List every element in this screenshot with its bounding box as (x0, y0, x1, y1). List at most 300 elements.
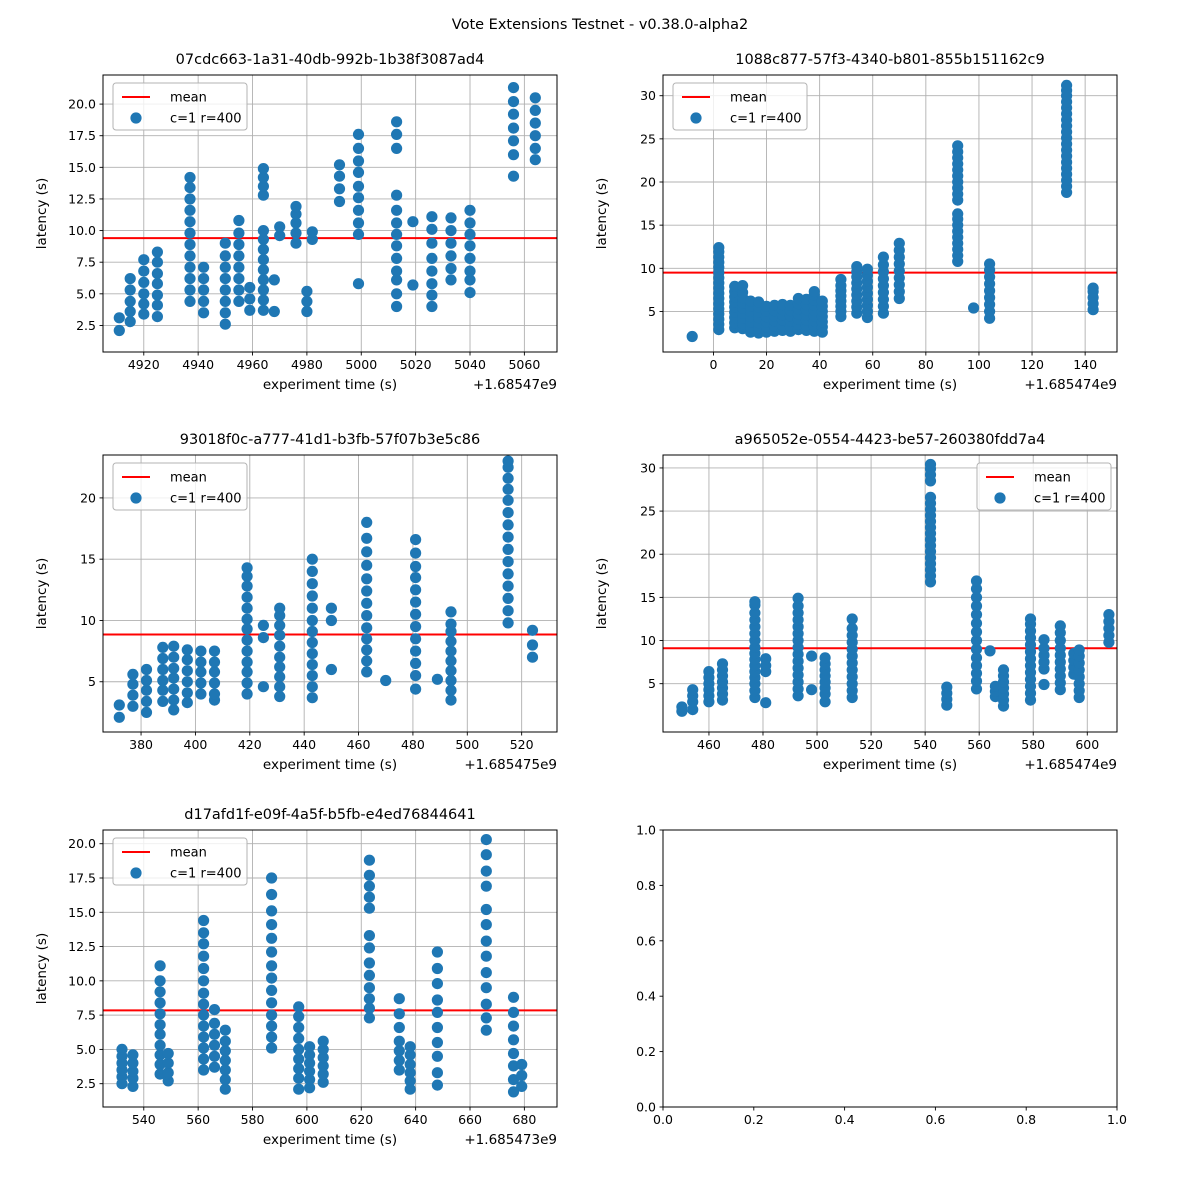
data-point (266, 985, 277, 996)
legend-mean-label: mean (1034, 470, 1071, 486)
data-point (405, 1041, 416, 1052)
x-tick-label: 560 (186, 1112, 211, 1127)
x-axis-offset-label: +1.685474e9 (1024, 377, 1117, 393)
data-point (233, 250, 244, 261)
data-point (301, 306, 312, 317)
data-point (391, 253, 402, 264)
data-point (391, 116, 402, 127)
data-point (410, 534, 421, 545)
data-point (364, 942, 375, 953)
tick-marks (660, 830, 1118, 1111)
data-point (155, 997, 166, 1008)
data-point (364, 870, 375, 881)
legend-mean-label: mean (170, 470, 207, 486)
data-point (209, 1018, 220, 1029)
x-tick-label: 500 (805, 737, 829, 752)
data-point (125, 284, 136, 295)
data-point (503, 581, 514, 592)
data-point (361, 546, 372, 557)
data-point (394, 993, 405, 1004)
data-point (233, 284, 244, 295)
legend-mean-label: mean (170, 90, 207, 106)
x-axis-offset-label: +1.685473e9 (464, 1132, 557, 1148)
y-tick-label: 17.5 (68, 128, 96, 144)
data-point (266, 973, 277, 984)
x-tick-label: 380 (129, 737, 153, 752)
data-point (307, 626, 318, 637)
y-tick-label: 5.0 (76, 1041, 96, 1057)
data-point (503, 532, 514, 543)
x-tick-label: 460 (697, 737, 721, 752)
data-point (432, 1067, 443, 1078)
data-point (353, 205, 364, 216)
x-tick-label: 500 (455, 737, 480, 752)
x-axis-label: experiment time (s) (822, 377, 958, 393)
data-point (508, 1048, 519, 1059)
data-point (266, 1010, 277, 1021)
data-point (220, 1064, 231, 1075)
data-point (405, 1059, 416, 1070)
data-point (445, 606, 456, 617)
data-point (426, 238, 437, 249)
legend-series-sample (690, 112, 701, 123)
data-point (163, 1067, 174, 1078)
data-point (155, 986, 166, 997)
data-point (198, 1053, 209, 1064)
data-point (258, 264, 269, 275)
x-tick-label: 80 (917, 357, 934, 372)
data-point (274, 603, 285, 614)
data-point (432, 1007, 443, 1018)
data-point (209, 646, 220, 657)
data-point (445, 263, 456, 274)
data-point (274, 681, 285, 692)
data-point (182, 697, 193, 708)
data-point (198, 927, 209, 938)
y-tick-label: 0.0 (636, 1099, 656, 1115)
x-tick-label: 660 (458, 1112, 482, 1127)
data-point (198, 262, 209, 273)
data-point (274, 221, 285, 232)
data-point (481, 951, 492, 962)
x-tick-label: 600 (294, 1112, 319, 1127)
legend (113, 463, 247, 510)
data-point (445, 274, 456, 285)
data-point (530, 130, 541, 141)
x-axis-label: experiment time (s) (822, 757, 958, 773)
data-point (198, 1021, 209, 1032)
data-point (168, 684, 179, 695)
data-point (361, 610, 372, 621)
data-point (481, 904, 492, 915)
data-point (220, 1036, 231, 1047)
data-point (184, 239, 195, 250)
data-point (364, 881, 375, 892)
data-point (152, 257, 163, 268)
data-point (334, 196, 345, 207)
data-point (481, 982, 492, 993)
y-axis-label: latency (s) (34, 557, 50, 630)
y-tick-label: 15 (80, 551, 96, 567)
data-point (266, 946, 277, 957)
data-point (125, 306, 136, 317)
plot-canvas (560, 40, 1200, 420)
data-point (182, 654, 193, 665)
data-point (198, 915, 209, 926)
data-point (851, 261, 862, 272)
data-point (157, 664, 168, 675)
x-tick-label: 4960 (236, 357, 269, 372)
data-point (209, 677, 220, 688)
data-point (307, 554, 318, 565)
plot-canvas (560, 420, 1200, 800)
data-point (198, 975, 209, 986)
plot-title: 93018f0c-a777-41d1-b3fb-57f07b3e5c86 (179, 432, 481, 448)
y-tick-label: 0.2 (636, 1044, 656, 1060)
data-point (760, 697, 771, 708)
x-tick-label: 0 (709, 357, 718, 372)
legend-series-sample (130, 867, 141, 878)
data-point (155, 975, 166, 986)
data-point (410, 646, 421, 657)
data-point (326, 664, 337, 675)
x-tick-label: 0.8 (1016, 1112, 1037, 1127)
data-point (432, 1051, 443, 1062)
data-point (242, 603, 253, 614)
x-tick-label: 460 (346, 737, 371, 752)
data-point (334, 171, 345, 182)
y-tick-label: 15.0 (68, 159, 96, 175)
data-point (364, 957, 375, 968)
data-point (198, 284, 209, 295)
data-point (445, 225, 456, 236)
data-point (198, 951, 209, 962)
data-point (361, 633, 372, 644)
data-point (198, 1064, 209, 1075)
x-tick-label: 680 (512, 1112, 537, 1127)
data-point (274, 630, 285, 641)
data-point (168, 695, 179, 706)
data-point (152, 247, 163, 258)
data-point (195, 677, 206, 688)
data-point (361, 517, 372, 528)
data-point (508, 1007, 519, 1018)
data-point (481, 936, 492, 947)
data-point (274, 691, 285, 702)
data-point (391, 240, 402, 251)
data-point (432, 978, 443, 989)
data-point (391, 217, 402, 228)
data-point (266, 872, 277, 883)
data-point (1038, 634, 1049, 645)
x-axis-label: experiment time (s) (262, 1132, 398, 1148)
data-point (481, 1012, 492, 1023)
data-point (998, 664, 1009, 675)
data-point (168, 641, 179, 652)
data-point (233, 296, 244, 307)
data-point (184, 262, 195, 273)
data-point (138, 309, 149, 320)
y-tick-label: 15 (640, 217, 656, 233)
data-point (353, 217, 364, 228)
data-point (925, 459, 936, 470)
data-point (163, 1048, 174, 1059)
data-point (127, 669, 138, 680)
data-point (432, 946, 443, 957)
data-point (394, 1045, 405, 1056)
data-point (266, 905, 277, 916)
y-axis-label: latency (s) (594, 557, 610, 630)
data-point (508, 1034, 519, 1045)
data-point (445, 646, 456, 657)
y-tick-label: 2.5 (76, 317, 96, 333)
data-point (847, 613, 858, 624)
data-point (835, 274, 846, 285)
legend-series-sample (130, 492, 141, 503)
figure-suptitle: Vote Extensions Testnet - v0.38.0-alpha2 (451, 17, 749, 33)
data-point (353, 129, 364, 140)
x-tick-label: 0.2 (743, 1112, 764, 1127)
data-point (952, 208, 963, 219)
data-point (152, 290, 163, 301)
x-tick-label: 480 (751, 737, 775, 752)
data-point (426, 278, 437, 289)
data-point (809, 286, 820, 297)
data-point (258, 163, 269, 174)
x-tick-label: 400 (183, 737, 208, 752)
data-point (713, 242, 724, 253)
data-point (445, 619, 456, 630)
data-point (307, 590, 318, 601)
x-tick-label: 5000 (345, 357, 378, 372)
data-point (426, 266, 437, 277)
data-point (445, 636, 456, 647)
data-point (364, 855, 375, 866)
data-point (242, 657, 253, 668)
data-point (220, 1045, 231, 1056)
subplot-93018f0c (0, 420, 640, 800)
plot-canvas (0, 795, 640, 1175)
data-point (410, 609, 421, 620)
data-point (114, 312, 125, 323)
data-point (307, 637, 318, 648)
data-point (941, 682, 952, 693)
data-point (364, 1012, 375, 1023)
data-point (508, 171, 519, 182)
data-point (464, 205, 475, 216)
data-point (209, 1004, 220, 1015)
data-point (290, 238, 301, 249)
data-point (141, 675, 152, 686)
data-point (152, 300, 163, 311)
y-tick-label: 7.5 (76, 1007, 96, 1023)
data-point (503, 617, 514, 628)
data-point (334, 183, 345, 194)
data-point (293, 1053, 304, 1064)
data-point (527, 639, 538, 650)
data-point (258, 305, 269, 316)
data-point (209, 688, 220, 699)
x-tick-label: 60 (864, 357, 881, 372)
data-point (817, 296, 828, 307)
data-point (307, 566, 318, 577)
data-point (274, 661, 285, 672)
legend (673, 83, 807, 130)
data-point (394, 1008, 405, 1019)
x-tick-label: 4940 (182, 357, 215, 372)
data-point (220, 1074, 231, 1085)
data-point (290, 201, 301, 212)
data-point (242, 635, 253, 646)
data-point (353, 278, 364, 289)
data-point (894, 238, 905, 249)
data-point (530, 143, 541, 154)
data-point (432, 674, 443, 685)
data-point (806, 651, 817, 662)
subplot-d17afd1f (0, 795, 640, 1175)
data-point (687, 684, 698, 695)
data-point (141, 707, 152, 718)
data-point (426, 290, 437, 301)
data-point (290, 228, 301, 239)
data-point (481, 881, 492, 892)
data-point (503, 456, 514, 467)
data-point (464, 240, 475, 251)
data-point (394, 1036, 405, 1047)
data-point (464, 287, 475, 298)
data-point (168, 673, 179, 684)
data-point (266, 889, 277, 900)
data-point (127, 690, 138, 701)
x-tick-label: 480 (400, 737, 425, 752)
data-point (127, 1049, 138, 1060)
data-point (749, 596, 760, 607)
data-point (391, 190, 402, 201)
data-point (198, 938, 209, 949)
x-axis-offset-label: +1.68547e9 (472, 377, 557, 393)
data-point (141, 696, 152, 707)
data-point (266, 1021, 277, 1032)
y-tick-label: 10 (640, 260, 656, 276)
data-point (127, 701, 138, 712)
data-point (432, 963, 443, 974)
data-point (464, 266, 475, 277)
data-point (984, 645, 995, 656)
data-point (793, 593, 804, 604)
data-point (445, 695, 456, 706)
data-point (242, 646, 253, 657)
data-point (380, 675, 391, 686)
y-tick-label: 30 (640, 460, 656, 476)
data-point (152, 278, 163, 289)
data-point (503, 519, 514, 530)
data-point (138, 266, 149, 277)
y-axis-label: latency (s) (34, 932, 50, 1005)
data-point (184, 228, 195, 239)
x-tick-label: 100 (967, 357, 991, 372)
data-point (258, 681, 269, 692)
y-axis-label: latency (s) (594, 177, 610, 250)
y-tick-label: 10.0 (68, 223, 96, 239)
data-point (481, 967, 492, 978)
data-point (209, 1062, 220, 1073)
data-point (364, 892, 375, 903)
x-tick-label: 600 (1075, 737, 1100, 752)
data-point (209, 666, 220, 677)
x-axis-label: experiment time (s) (262, 377, 398, 393)
data-point (407, 216, 418, 227)
x-tick-label: 0.0 (653, 1112, 673, 1127)
data-point (481, 866, 492, 877)
data-point (391, 266, 402, 277)
data-point (182, 644, 193, 655)
x-tick-label: 580 (1021, 737, 1046, 752)
data-point (220, 238, 231, 249)
data-point (184, 216, 195, 227)
data-point (394, 1064, 405, 1075)
data-point (481, 919, 492, 930)
data-point (361, 560, 372, 571)
data-point (198, 1010, 209, 1021)
data-point (184, 284, 195, 295)
data-point (242, 562, 253, 573)
data-point (195, 688, 206, 699)
data-point (266, 960, 277, 971)
data-point (516, 1070, 527, 1081)
data-point (209, 1051, 220, 1062)
y-tick-label: 12.5 (68, 191, 96, 207)
data-point (1074, 644, 1085, 655)
data-point (326, 603, 337, 614)
data-point (481, 1025, 492, 1036)
legend-mean-label: mean (730, 90, 767, 106)
data-point (220, 284, 231, 295)
data-point (703, 666, 714, 677)
data-point (1103, 609, 1114, 620)
data-point (307, 670, 318, 681)
data-point (233, 239, 244, 250)
data-point (155, 1040, 166, 1051)
data-point (258, 254, 269, 265)
data-point (220, 1084, 231, 1095)
data-point (326, 615, 337, 626)
data-point (168, 704, 179, 715)
data-point (307, 648, 318, 659)
data-point (481, 999, 492, 1010)
axes-spines (663, 830, 1117, 1107)
data-point (426, 301, 437, 312)
data-point (182, 687, 193, 698)
data-point (516, 1081, 527, 1092)
data-point (361, 644, 372, 655)
y-tick-label: 20 (80, 490, 96, 506)
data-point (481, 849, 492, 860)
data-point (182, 665, 193, 676)
data-point (445, 675, 456, 686)
data-point (198, 988, 209, 999)
data-point (209, 1029, 220, 1040)
data-point (508, 135, 519, 146)
legend-mean-label: mean (170, 845, 207, 861)
y-tick-label: 30 (640, 88, 656, 104)
data-point (410, 621, 421, 632)
x-tick-label: 640 (403, 1112, 428, 1127)
data-point (155, 1008, 166, 1019)
data-point (195, 657, 206, 668)
data-point (198, 273, 209, 284)
data-point (361, 585, 372, 596)
data-point (293, 1033, 304, 1044)
